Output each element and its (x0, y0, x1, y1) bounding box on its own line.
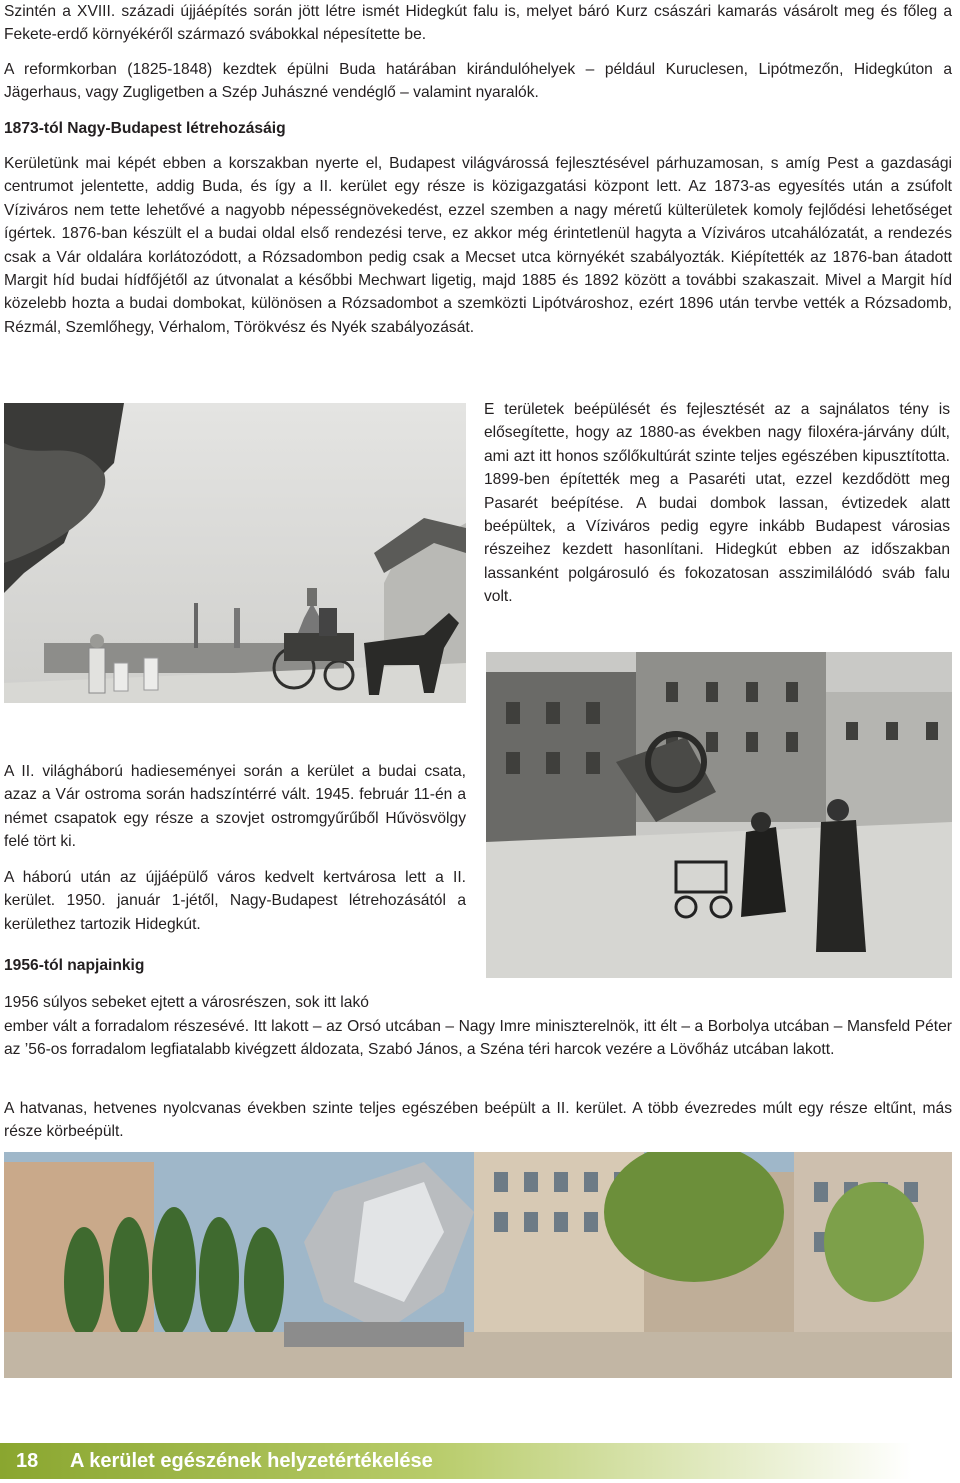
paragraph-intro: Szintén a XVIII. századi újjáépítés során jött létre ismét Hidegkút falu is, melyet báró Kurz császári kamarás vásárolt meg és főleg a Fekete-erdő környékéről származó svábokkal népesítette be. (4, 3, 952, 44)
page-footer (0, 1443, 960, 1479)
paragraph-sixties: A hatvanas, hetvenes nyolcvanas években szinte teljes egészében beépült a II. kerület. A több évezredes múlt egy része eltűnt, más része körbeépült. (4, 1100, 952, 1141)
paragraph-1873: Kerületünk mai képét ebben a korszakban nyerte el, Budapest világvárossá fejlesztésével párhuzamosan, s amíg Pest a gazdasági centrumot jelentette, addig Buda, és így a II. kerület egy része is közigazgatási központ lett. Az 1873-as egyesítés után a zsúfolt Víziváros nem tette lehetővé a nagyobb népességnövekedést, ezzel szemben a nagy méretű külterületek komoly fejlődési lehetőséget ígértek. 1876-ban készült el a budai oldal első rendezési terve, ez akkor még érintetlenül hagyta a Víziváros utcahálózatát, a rendezés csak a Vár oldalára korlátozódott, a Rózsadombon pedig csak a Mecset utca környékét szabályozták. Kiépítették az 1876-ban átadott Margit híd budai hídfőjétől az útvonalat a későbbi Mechwart ligetig, majd 1885 és 1892 között a további szakaszait. Mivel a Margit híd közelebb hozta a budai dombokat, különösen a Rózsadombot a szemközti Lipótvároshoz, ezért 1896 után tervbe vették a Rózsadomb, Rézmál, Szemlőhegy, Vérhalom, Törökvész és Nyék szabályozását. (4, 155, 952, 336)
historic-carriage-photo (4, 403, 466, 703)
paragraph-1956-start: 1956 súlyos sebeket ejtett a városrészen, sok itt lakó (4, 994, 369, 1011)
paragraph-wwii: A II. világháború hadieseményei során a kerület a budai csata, azaz a Vár ostroma során hadszíntérré vált. 1945. február 11-én a német csapatok egy része a szovjet ostromgyűrűből Hűvösvölgy felé tört ki. (4, 763, 466, 851)
section-heading-1956: 1956-tól napjainkig (4, 957, 145, 974)
footer-title: A kerület egészének helyzetértékelése (70, 1450, 433, 1472)
paragraph-reformkor: A reformkorban (1825-1848) kezdtek épülni Buda határában kirándulóhelyek – például Kuruclesen, Lipótmezőn, Hidegkúton a Jägerhaus, vagy Zugligetben a Szép Juhászné vendéglő – valamint nyaralók. (4, 61, 952, 102)
paragraph-postwar: A háború után az újjáépülő város kedvelt kertvárosa lett a II. kerület. 1950. január 1-jétől, Nagy-Budapest létrehozásától a kerülethez tartozik Hidegkút. (4, 869, 466, 933)
paragraph-filoxera: E területek beépülését és fejlesztését az a sajnálatos tény is elősegítette, hogy az 1880-as években nagy filoxéra-járvány dúlt, ami azt itt honos szőlőkultúrát szinte teljes egészében kipusztította. 1899-ben építették meg a Pasaréti utat, ezzel kezdődött meg Pasarét beépítése. A budai dombok lassan, évtizedek alatt beépültek, a Víziváros pedig egyre inkább Budapest városias részeihez kezdett hasonlítani. Hidegkút ebben az időszakban lassanként polgárosuló és fokozatosan asszimilálódó sváb falu volt. (484, 401, 950, 606)
section-heading-1873: 1873-tól Nagy-Budapest létrehozásáig (4, 120, 286, 137)
wartime-street-photo (486, 652, 952, 978)
modern-square-photo (4, 1152, 952, 1378)
page-number: 18 (16, 1450, 39, 1472)
paragraph-1956-cont: ember vált a forradalom részesévé. Itt lakott – az Orsó utcában – Nagy Imre miniszterelnök, itt élt – a Borbolya utcában – Mansfeld Péter az ’56-os forradalom legfiatalabb kivégzett áldozata, Szabó János, a Széna téri harcok vezére a Lövőház utcában lakott. (4, 1018, 952, 1059)
